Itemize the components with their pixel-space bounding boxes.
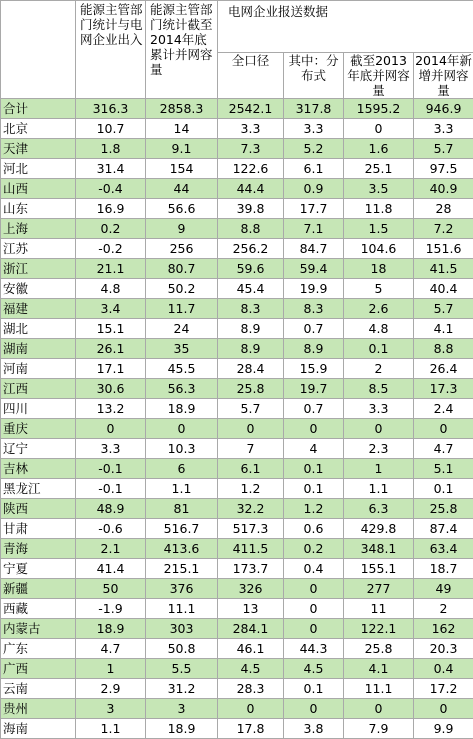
row-value: 429.8 <box>344 519 414 539</box>
row-value: 1.2 <box>218 479 284 499</box>
header-col2: 能源主管部门统计截至2014年底累计并网容量 <box>146 1 218 99</box>
row-value: 31.4 <box>76 159 146 179</box>
row-value: 1595.2 <box>344 99 414 119</box>
row-value: 2.6 <box>344 299 414 319</box>
row-region: 内蒙古 <box>1 619 76 639</box>
row-value: 1.6 <box>344 139 414 159</box>
row-value: 0.1 <box>284 679 344 699</box>
row-region: 海南 <box>1 719 76 739</box>
row-value: 25.1 <box>344 159 414 179</box>
row-value: 28.3 <box>218 679 284 699</box>
table-body <box>1 99 473 739</box>
table-row <box>1 219 473 239</box>
row-value: 6.1 <box>284 159 344 179</box>
table-row <box>1 319 473 339</box>
row-value: 5.2 <box>284 139 344 159</box>
row-value: 5 <box>344 279 414 299</box>
row-value: 25.8 <box>218 379 284 399</box>
table-row <box>1 339 473 359</box>
row-value: 81 <box>146 499 218 519</box>
table-row <box>1 539 473 559</box>
row-region: 浙江 <box>1 259 76 279</box>
row-value: 14 <box>146 119 218 139</box>
row-value: 348.1 <box>344 539 414 559</box>
row-value: 6.3 <box>344 499 414 519</box>
row-value: 18.9 <box>146 719 218 739</box>
table-row <box>1 439 473 459</box>
row-value: 5.7 <box>218 399 284 419</box>
row-value: 7.2 <box>414 219 473 239</box>
row-value: 0 <box>284 419 344 439</box>
row-value: 6 <box>146 459 218 479</box>
row-value: 9.9 <box>414 719 473 739</box>
row-value: 19.9 <box>284 279 344 299</box>
table-row <box>1 99 473 119</box>
row-value: 303 <box>146 619 218 639</box>
row-value: 21.1 <box>76 259 146 279</box>
row-value: 0 <box>414 699 473 719</box>
row-value: 28.4 <box>218 359 284 379</box>
header-col1: 能源主管部门统计与电网企业出入 <box>76 1 146 99</box>
row-value: 7 <box>218 439 284 459</box>
row-value: 0.1 <box>284 479 344 499</box>
row-region: 宁夏 <box>1 559 76 579</box>
row-value: 1.1 <box>344 479 414 499</box>
row-value: 122.1 <box>344 619 414 639</box>
row-value: 1 <box>76 659 146 679</box>
table-row <box>1 399 473 419</box>
row-value: 0 <box>344 699 414 719</box>
table-row <box>1 499 473 519</box>
row-value: 45.5 <box>146 359 218 379</box>
row-value: 6.1 <box>218 459 284 479</box>
row-region: 青海 <box>1 539 76 559</box>
row-value: 84.7 <box>284 239 344 259</box>
row-value: 24 <box>146 319 218 339</box>
row-region: 黑龙江 <box>1 479 76 499</box>
row-value: -0.1 <box>76 479 146 499</box>
table-row <box>1 619 473 639</box>
row-value: -0.4 <box>76 179 146 199</box>
row-value: 40.4 <box>414 279 473 299</box>
row-value: 0.4 <box>284 559 344 579</box>
table-row <box>1 479 473 499</box>
row-value: 0 <box>414 419 473 439</box>
row-value: 411.5 <box>218 539 284 559</box>
row-value: 3.3 <box>218 119 284 139</box>
row-value: 11.7 <box>146 299 218 319</box>
row-value: 59.4 <box>284 259 344 279</box>
header-sub2: 其中：分布式 <box>284 53 344 99</box>
row-value: 1.2 <box>284 499 344 519</box>
row-value: 7.1 <box>284 219 344 239</box>
row-value: 44 <box>146 179 218 199</box>
row-value: 256.2 <box>218 239 284 259</box>
row-value: 5.7 <box>414 299 473 319</box>
row-value: 946.9 <box>414 99 473 119</box>
table-row <box>1 579 473 599</box>
table-row <box>1 139 473 159</box>
row-value: 5.1 <box>414 459 473 479</box>
row-value: 0.2 <box>76 219 146 239</box>
row-value: 46.1 <box>218 639 284 659</box>
row-value: 326 <box>218 579 284 599</box>
row-value: 8.9 <box>218 339 284 359</box>
row-value: 49 <box>414 579 473 599</box>
row-value: 26.4 <box>414 359 473 379</box>
row-value: 1.5 <box>344 219 414 239</box>
row-value: -0.1 <box>76 459 146 479</box>
row-region: 江苏 <box>1 239 76 259</box>
row-region: 重庆 <box>1 419 76 439</box>
row-value: 376 <box>146 579 218 599</box>
row-value: -0.6 <box>76 519 146 539</box>
header-sub1: 全口径 <box>218 53 284 99</box>
row-value: 0 <box>284 619 344 639</box>
row-value: 8.5 <box>344 379 414 399</box>
row-region: 天津 <box>1 139 76 159</box>
header-sub4: 2014年新增并网容量 <box>414 53 473 99</box>
row-value: -1.9 <box>76 599 146 619</box>
row-value: 30.6 <box>76 379 146 399</box>
row-value: 13.2 <box>76 399 146 419</box>
row-value: 56.6 <box>146 199 218 219</box>
row-value: 11.8 <box>344 199 414 219</box>
row-value: 11.1 <box>146 599 218 619</box>
row-value: 8.9 <box>218 319 284 339</box>
row-region: 福建 <box>1 299 76 319</box>
row-value: 8.8 <box>218 219 284 239</box>
row-region: 贵州 <box>1 699 76 719</box>
table-row <box>1 719 473 739</box>
row-region: 新疆 <box>1 579 76 599</box>
row-value: 0 <box>344 419 414 439</box>
row-value: 8.9 <box>284 339 344 359</box>
row-value: 3.4 <box>76 299 146 319</box>
table-row <box>1 599 473 619</box>
table-row <box>1 359 473 379</box>
row-region: 山西 <box>1 179 76 199</box>
row-value: 10.7 <box>76 119 146 139</box>
row-value: 18.9 <box>146 399 218 419</box>
header-sub3: 截至2013年底并网容量 <box>344 53 414 99</box>
row-value: 0.1 <box>284 459 344 479</box>
row-value: 277 <box>344 579 414 599</box>
row-value: 18 <box>344 259 414 279</box>
row-value: 40.9 <box>414 179 473 199</box>
row-value: 2542.1 <box>218 99 284 119</box>
row-value: 44.4 <box>218 179 284 199</box>
table-row <box>1 259 473 279</box>
row-value: 63.4 <box>414 539 473 559</box>
row-value: 413.6 <box>146 539 218 559</box>
row-value: 4.1 <box>344 659 414 679</box>
row-value: 154 <box>146 159 218 179</box>
row-value: -0.2 <box>76 239 146 259</box>
row-value: 50.2 <box>146 279 218 299</box>
row-value: 1.1 <box>76 719 146 739</box>
row-value: 41.5 <box>414 259 473 279</box>
row-value: 4.8 <box>76 279 146 299</box>
row-region: 广东 <box>1 639 76 659</box>
row-value: 45.4 <box>218 279 284 299</box>
table-row <box>1 119 473 139</box>
row-region: 河北 <box>1 159 76 179</box>
row-value: 19.7 <box>284 379 344 399</box>
row-region: 甘肃 <box>1 519 76 539</box>
row-value: 2.3 <box>344 439 414 459</box>
row-value: 0.6 <box>284 519 344 539</box>
table-row <box>1 679 473 699</box>
row-value: 10.3 <box>146 439 218 459</box>
row-region: 河南 <box>1 359 76 379</box>
row-value: 17.1 <box>76 359 146 379</box>
row-value: 32.2 <box>218 499 284 519</box>
row-value: 15.9 <box>284 359 344 379</box>
row-value: 11.1 <box>344 679 414 699</box>
row-value: 9 <box>146 219 218 239</box>
row-value: 0.7 <box>284 399 344 419</box>
row-value: 3.3 <box>414 119 473 139</box>
table-row <box>1 299 473 319</box>
row-value: 3 <box>76 699 146 719</box>
row-value: 9.1 <box>146 139 218 159</box>
table-row <box>1 559 473 579</box>
row-value: 59.6 <box>218 259 284 279</box>
row-value: 50 <box>76 579 146 599</box>
table-row <box>1 379 473 399</box>
row-value: 0 <box>218 419 284 439</box>
row-value: 122.6 <box>218 159 284 179</box>
row-value: 151.6 <box>414 239 473 259</box>
row-value: 7.9 <box>344 719 414 739</box>
row-value: 35 <box>146 339 218 359</box>
row-value: 284.1 <box>218 619 284 639</box>
row-value: 8.3 <box>218 299 284 319</box>
table-row <box>1 239 473 259</box>
row-region: 辽宁 <box>1 439 76 459</box>
row-value: 155.1 <box>344 559 414 579</box>
row-region: 山东 <box>1 199 76 219</box>
row-value: 162 <box>414 619 473 639</box>
row-value: 2858.3 <box>146 99 218 119</box>
row-region: 陕西 <box>1 499 76 519</box>
row-value: 2.9 <box>76 679 146 699</box>
row-value: 26.1 <box>76 339 146 359</box>
row-value: 16.9 <box>76 199 146 219</box>
row-value: 25.8 <box>344 639 414 659</box>
row-value: 3.8 <box>284 719 344 739</box>
row-value: 0 <box>76 419 146 439</box>
row-value: 18.9 <box>76 619 146 639</box>
row-value: 25.8 <box>414 499 473 519</box>
row-value: 0.1 <box>344 339 414 359</box>
row-value: 316.3 <box>76 99 146 119</box>
row-value: 104.6 <box>344 239 414 259</box>
row-region: 湖北 <box>1 319 76 339</box>
row-value: 1.8 <box>76 139 146 159</box>
row-region: 西藏 <box>1 599 76 619</box>
row-region: 四川 <box>1 399 76 419</box>
row-value: 4 <box>284 439 344 459</box>
row-region: 云南 <box>1 679 76 699</box>
row-value: 2.4 <box>414 399 473 419</box>
table-row <box>1 159 473 179</box>
table-row <box>1 459 473 479</box>
row-value: 28 <box>414 199 473 219</box>
row-value: 5.5 <box>146 659 218 679</box>
row-value: 17.3 <box>414 379 473 399</box>
row-value: 2.1 <box>76 539 146 559</box>
row-region: 上海 <box>1 219 76 239</box>
row-value: 4.7 <box>76 639 146 659</box>
row-value: 48.9 <box>76 499 146 519</box>
row-region: 江西 <box>1 379 76 399</box>
row-value: 4.7 <box>414 439 473 459</box>
row-value: 0.1 <box>414 479 473 499</box>
row-value: 80.7 <box>146 259 218 279</box>
row-value: 8.3 <box>284 299 344 319</box>
row-value: 8.8 <box>414 339 473 359</box>
row-value: 41.4 <box>76 559 146 579</box>
row-region: 广西 <box>1 659 76 679</box>
row-region: 安徽 <box>1 279 76 299</box>
table-row <box>1 519 473 539</box>
row-value: 50.8 <box>146 639 218 659</box>
row-value: 0 <box>284 599 344 619</box>
row-value: 0.9 <box>284 179 344 199</box>
row-value: 3.3 <box>76 439 146 459</box>
row-value: 0.7 <box>284 319 344 339</box>
row-value: 39.8 <box>218 199 284 219</box>
row-region: 合计 <box>1 99 76 119</box>
table-row <box>1 199 473 219</box>
row-value: 3.3 <box>344 399 414 419</box>
row-value: 0 <box>284 579 344 599</box>
table-row <box>1 419 473 439</box>
row-value: 13 <box>218 599 284 619</box>
table-row <box>1 659 473 679</box>
row-value: 4.8 <box>344 319 414 339</box>
row-region: 湖南 <box>1 339 76 359</box>
row-value: 5.7 <box>414 139 473 159</box>
row-value: 516.7 <box>146 519 218 539</box>
table-row <box>1 279 473 299</box>
row-value: 11 <box>344 599 414 619</box>
row-value: 17.8 <box>218 719 284 739</box>
row-value: 256 <box>146 239 218 259</box>
row-value: 3.3 <box>284 119 344 139</box>
row-value: 0 <box>146 419 218 439</box>
row-value: 7.3 <box>218 139 284 159</box>
row-value: 0 <box>218 699 284 719</box>
row-value: 17.7 <box>284 199 344 219</box>
header-group: 电网企业报送数据 <box>218 1 473 53</box>
row-value: 0 <box>344 119 414 139</box>
row-value: 0.4 <box>414 659 473 679</box>
row-value: 3 <box>146 699 218 719</box>
table-row <box>1 699 473 719</box>
row-value: 17.2 <box>414 679 473 699</box>
row-value: 2 <box>344 359 414 379</box>
row-region: 吉林 <box>1 459 76 479</box>
row-value: 31.2 <box>146 679 218 699</box>
row-value: 4.1 <box>414 319 473 339</box>
row-value: 215.1 <box>146 559 218 579</box>
row-value: 15.1 <box>76 319 146 339</box>
row-value: 1 <box>344 459 414 479</box>
row-value: 317.8 <box>284 99 344 119</box>
row-value: 3.5 <box>344 179 414 199</box>
row-value: 0 <box>284 699 344 719</box>
row-value: 87.4 <box>414 519 473 539</box>
row-value: 2 <box>414 599 473 619</box>
row-value: 20.3 <box>414 639 473 659</box>
row-value: 1.1 <box>146 479 218 499</box>
table-row <box>1 179 473 199</box>
row-value: 56.3 <box>146 379 218 399</box>
row-value: 173.7 <box>218 559 284 579</box>
row-value: 97.5 <box>414 159 473 179</box>
row-value: 44.3 <box>284 639 344 659</box>
row-value: 18.7 <box>414 559 473 579</box>
header-blank <box>1 1 76 99</box>
table-row <box>1 639 473 659</box>
row-value: 517.3 <box>218 519 284 539</box>
row-value: 0.2 <box>284 539 344 559</box>
row-value: 4.5 <box>284 659 344 679</box>
row-value: 4.5 <box>218 659 284 679</box>
row-region: 北京 <box>1 119 76 139</box>
